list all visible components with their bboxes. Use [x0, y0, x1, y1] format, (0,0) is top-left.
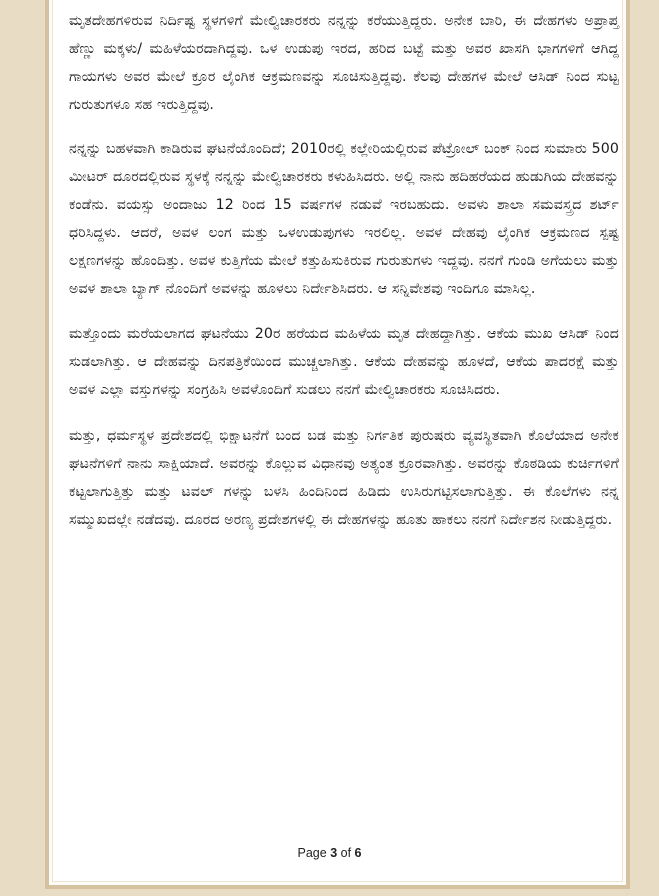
page-sheet [52, 0, 623, 882]
body-text [69, 7, 619, 550]
page-label: Page [297, 846, 331, 860]
paragraph-3: ಮತ್ತೊಂದು ಮರೆಯಲಾಗದ ಘಟನೆಯು 20ರ ಹರೆಯದ ಮಹಿಳೆಯ ಮೃತ ದೇಹದ್ದಾಗಿತ್ತು. ಆಕೆಯ ಮುಖ ಆಸಿಡ್ ನಿಂದ ಸುಡಲಾಗಿತ್ತು. ಆ ದೇಹವನ್ನು ದಿನಪತ್ರಿಕೆಯಿಂದ ಮುಚ್ಚಲಾಗಿತ್ತು. ಆಕೆಯ ದೇಹವನ್ನು ಹೂಳದೆ, ಆಕೆಯ ಪಾದರಕ್ಷೆ ಮತ್ತು ಅವಳ ಎಲ್ಲಾ ವಸ್ತುಗಳನ್ನು ಸಂಗ್ರಹಿಸಿ ಅವಳೊಂದಿಗೆ ಸುಡಲು ನನಗೆ ಮೇಲ್ವಿಚಾರಕರು ಸೂಚಿಸಿದರು. [69, 326, 619, 398]
paragraph-2: ನನ್ನನ್ನು ಬಹಳವಾಗಿ ಕಾಡಿರುವ ಘಟನೆಯೊಂದಿದೆ; 2010ರಲ್ಲಿ ಕಲ್ಲೇರಿಯಲ್ಲಿರುವ ಪೆಟ್ರೋಲ್ ಬಂಕ್ ನಿಂದ ಸುಮಾರು 500 ಮೀಟರ್ ದೂರದಲ್ಲಿರುವ ಸ್ಥಳಕ್ಕೆ ನನ್ನನ್ನು ಮೇಲ್ವಿಚಾರಕರು ಕಳುಹಿಸಿದರು. ಅಲ್ಲಿ ನಾನು ಹದಿಹರೆಯದ ಹುಡುಗಿಯ ದೇಹವನ್ನು ಕಂಡೆನು. ವಯಸ್ಸು ಅಂದಾಜು 12 ರಿಂದ 15 ವರ್ಷಗಳ ನಡುವೆ ಇರಬಹುದು. ಅವಳು ಶಾಲಾ ಸಮವಸ್ತ್ರದ ಶರ್ಟ್ ಧರಿಸಿದ್ದಳು. ಆದರೆ, ಅವಳ ಲಂಗ ಮತ್ತು ಒಳಉಡುಪುಗಳು ಇರಲಿಲ್ಲ. ಅವಳ ದೇಹವು ಲೈಂಗಿಕ ಆಕ್ರಮಣದ ಸ್ಪಷ್ಟ ಲಕ್ಷಣಗಳನ್ನು ಹೊಂದಿತ್ತು. ಅವಳ ಕುತ್ತಿಗೆಯ ಮೇಲೆ ಕತ್ತುಹಿಸುಕಿರುವ ಗುರುತುಗಳು ಇದ್ದವು. ನನಗೆ ಗುಂಡಿ ಅಗೆಯಲು ಮತ್ತು ಅವಳ ಶಾಲಾ ಬ್ಯಾಗ್ ನೊಂದಿಗೆ ಅವಳನ್ನು ಹೂಳಲು ನಿರ್ದೇಶಿಸಿದರು. ಆ ಸನ್ನಿವೇಶವು ಇಂದಿಗೂ ಮಾಸಿಲ್ಲ. [69, 141, 619, 297]
page-of-label: of [337, 846, 355, 860]
current-page-number: 3 [330, 846, 338, 860]
document-page [45, 0, 630, 889]
total-pages-number: 6 [354, 846, 362, 860]
paragraph-4: ಮತ್ತು, ಧರ್ಮಸ್ಥಳ ಪ್ರದೇಶದಲ್ಲಿ ಭಿಕ್ಷಾಟನೆಗೆ ಬಂದ ಬಡ ಮತ್ತು ನಿರ್ಗತಿಕ ಪುರುಷರು ವ್ಯವಸ್ಥಿತವಾಗಿ ಕೊಲೆಯಾದ ಅನೇಕ ಘಟನೆಗಳಿಗೆ ನಾನು ಸಾಕ್ಷಿಯಾದೆ. ಅವರನ್ನು ಕೊಲ್ಲುವ ವಿಧಾನವು ಅತ್ಯಂತ ಕ್ರೂರವಾಗಿತ್ತು. ಅವರನ್ನು ಕೊಠಡಿಯ ಕುರ್ಚಿಗಳಿಗೆ ಕಟ್ಟಲಾಗುತ್ತಿತ್ತು ಮತ್ತು ಟವಲ್ ಗಳನ್ನು ಬಳಸಿ ಹಿಂದಿನಿಂದ ಹಿಡಿದು ಉಸಿರುಗಟ್ಟಿಸಲಾಗುತ್ತಿತ್ತು. ಈ ಕೊಲೆಗಳು ನನ್ನ ಸಮ್ಮುಖದಲ್ಲೇ ನಡೆದವು. ದೂರದ ಅರಣ್ಯ ಪ್ರದೇಶಗಳಲ್ಲಿ ಈ ದೇಹಗಳನ್ನು ಹೂತು ಹಾಕಲು ನನಗೆ ನಿರ್ದೇಶನ ನೀಡುತ್ತಿದ್ದರು. [69, 428, 619, 528]
paragraph-1: ಮೃತದೇಹಗಳಿರುವ ನಿರ್ದಿಷ್ಟ ಸ್ಥಳಗಳಿಗೆ ಮೇಲ್ವಿಚಾರಕರು ನನ್ನನ್ನು ಕರೆಯುತ್ತಿದ್ದರು. ಅನೇಕ ಬಾರಿ, ಈ ದೇಹಗಳು ಅಪ್ರಾಪ್ತ ಹೆಣ್ಣು ಮಕ್ಕಳು/ ಮಹಿಳೆಯರದಾಗಿದ್ದವು. ಒಳ ಉಡುಪು ಇರದ, ಹರಿದ ಬಟ್ಟೆ ಮತ್ತು ಅವರ ಖಾಸಗಿ ಭಾಗಗಳಿಗೆ ಆಗಿದ್ದ ಗಾಯಗಳು ಅವರ ಮೇಲೆ ಕ್ರೂರ ಲೈಂಗಿಕ ಆಕ್ರಮಣವನ್ನು ಸೂಚಿಸುತ್ತಿದ್ದವು. ಕೆಲವು ದೇಹಗಳ ಮೇಲೆ ಆಸಿಡ್ ನಿಂದ ಸುಟ್ಟ ಗುರುತುಗಳೂ ಸಹ ಇರುತ್ತಿದ್ದವು. [69, 13, 619, 113]
page-number-footer [0, 846, 659, 860]
